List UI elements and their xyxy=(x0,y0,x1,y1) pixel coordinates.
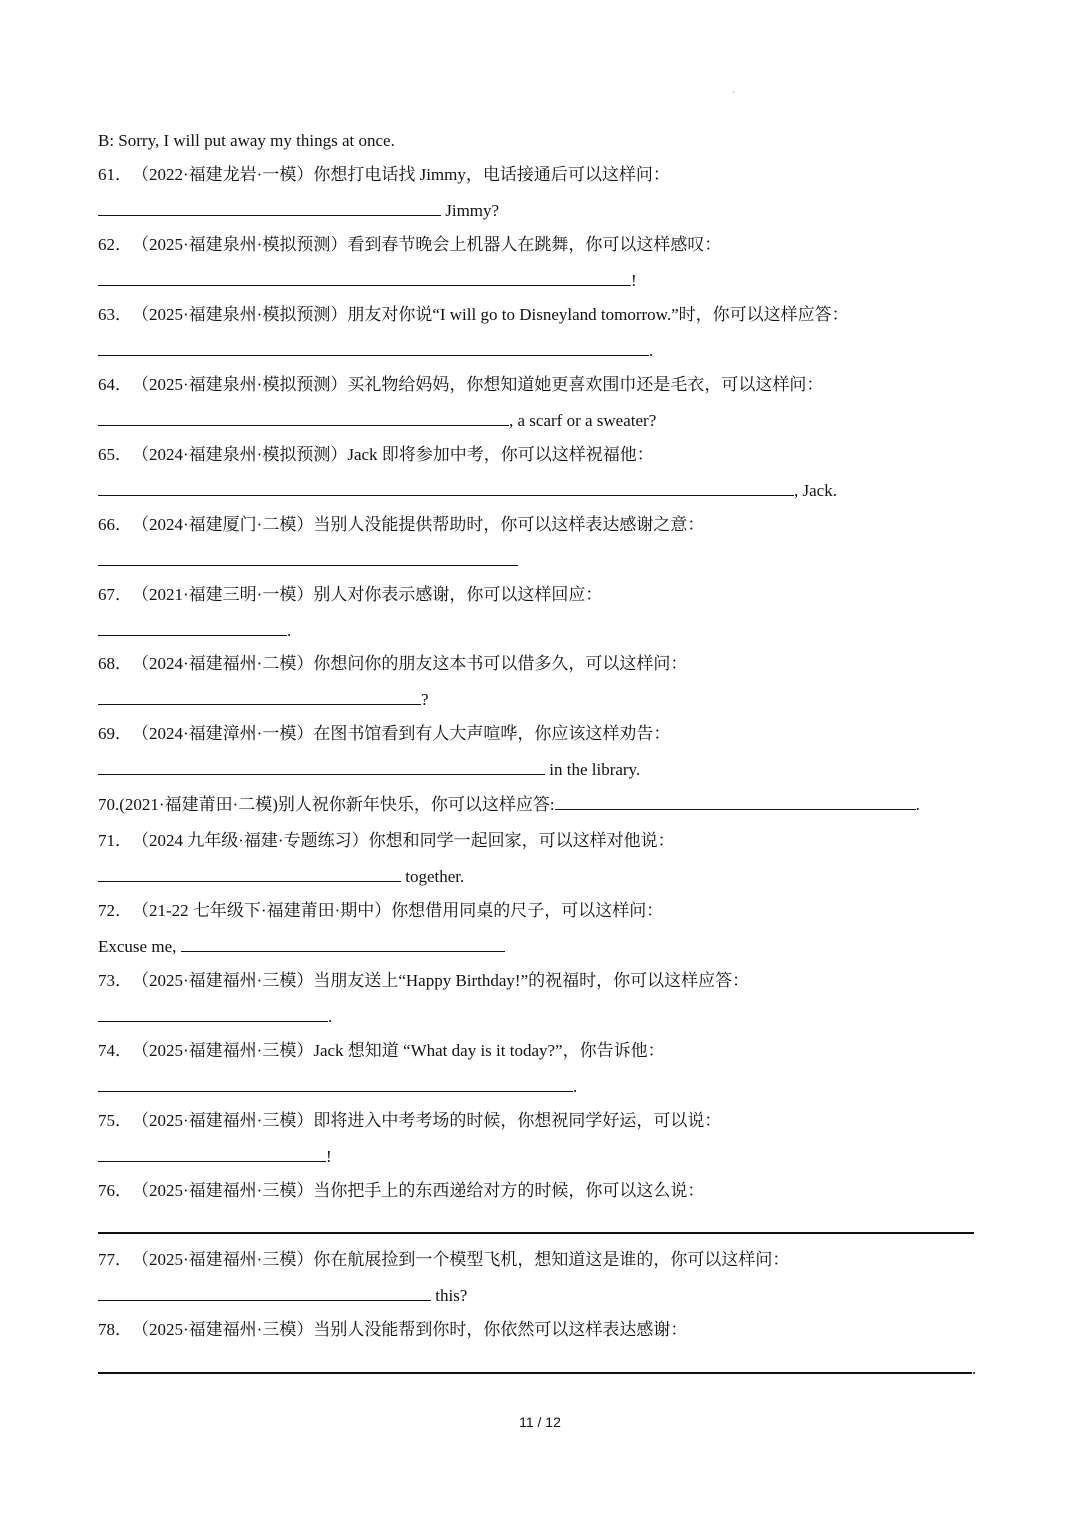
answer-suffix: this? xyxy=(431,1286,468,1305)
question-72 xyxy=(98,900,663,922)
answer-line-73 xyxy=(98,1005,332,1028)
answer-line-77 xyxy=(98,1284,467,1307)
question-69 xyxy=(98,723,670,745)
answer-suffix: in the library. xyxy=(545,760,641,779)
answer-line-71 xyxy=(98,865,464,888)
question-number: 66． xyxy=(98,515,132,534)
question-74 xyxy=(98,1040,665,1062)
question-prompt: 当别人没能提供帮助时，你可以这样表达感谢之意： xyxy=(313,515,705,534)
answer-blank[interactable] xyxy=(98,479,794,496)
question-source: (2021·福建莆田·二模) xyxy=(119,795,278,814)
question-source: （2021·福建三明·一模） xyxy=(132,585,314,604)
answer-suffix: Jimmy? xyxy=(441,201,500,220)
answer-suffix: . xyxy=(972,1359,977,1378)
answer-line-72 xyxy=(98,935,505,958)
question-number: 61． xyxy=(98,165,132,184)
answer-line-62 xyxy=(98,269,637,292)
previous-dialogue-line: B: Sorry, I will put away my things at once. xyxy=(98,131,395,150)
question-number: 75． xyxy=(98,1111,132,1130)
answer-line-61 xyxy=(98,199,499,222)
question-62 xyxy=(98,234,721,256)
question-prompt: 你想借用同桌的尺子，可以这样问： xyxy=(391,901,664,920)
answer-suffix: ! xyxy=(631,271,637,290)
question-65 xyxy=(98,444,654,466)
question-number: 71． xyxy=(98,831,132,850)
question-prompt: 当别人没能帮到你时，你依然可以这样表达感谢： xyxy=(313,1320,688,1339)
answer-blank[interactable] xyxy=(98,1145,326,1162)
question-number: 67． xyxy=(98,585,132,604)
question-prompt: 别人祝你新年快乐，你可以这样应答: xyxy=(277,795,555,814)
question-prompt: Jack 即将参加中考，你可以这样祝福他： xyxy=(347,445,654,464)
answer-suffix: , Jack. xyxy=(794,481,837,500)
question-prompt: 朋友对你说“I will go to Disneyland tomorrow.”时，你可以这样应答： xyxy=(347,305,849,324)
scan-speck: ' xyxy=(733,90,735,99)
answer-blank[interactable] xyxy=(98,269,631,286)
question-number: 62． xyxy=(98,235,132,254)
answer-line-67 xyxy=(98,619,291,642)
question-73 xyxy=(98,970,749,992)
answer-blank[interactable] xyxy=(98,199,441,216)
question-70 xyxy=(98,793,920,816)
question-number: 72． xyxy=(98,901,132,920)
question-source: （21-22 七年级下·福建莆田·期中） xyxy=(132,901,392,920)
question-63 xyxy=(98,304,849,326)
answer-blank[interactable] xyxy=(98,619,287,636)
question-prompt: 当你把手上的东西递给对方的时候，你可以这么说： xyxy=(313,1181,705,1200)
answer-line-68 xyxy=(98,688,429,711)
question-source: （2024·福建泉州·模拟预测） xyxy=(132,445,348,464)
answer-suffix: . xyxy=(573,1077,578,1096)
answer-blank[interactable] xyxy=(98,1075,573,1092)
question-prompt: Jack 想知道 “What day is it today?”，你告诉他： xyxy=(313,1041,665,1060)
answer-suffix: . xyxy=(649,341,654,360)
question-prompt: 看到春节晚会上机器人在跳舞，你可以这样感叹： xyxy=(347,235,722,254)
question-68 xyxy=(98,653,687,675)
page-number: 11 / 12 xyxy=(519,1414,561,1430)
question-71 xyxy=(98,830,675,852)
answer-blank[interactable] xyxy=(98,1005,328,1022)
answer-blank[interactable] xyxy=(98,758,545,775)
question-source: （2024·福建漳州·一模） xyxy=(132,724,314,743)
answer-line-78 xyxy=(98,1356,976,1380)
question-source: （2025·福建泉州·模拟预测） xyxy=(132,375,348,394)
question-75 xyxy=(98,1110,721,1132)
answer-suffix: ? xyxy=(421,690,429,709)
question-66 xyxy=(98,514,704,536)
question-number: 68． xyxy=(98,654,132,673)
question-prompt: 你想和同学一起回家，可以这样对他说： xyxy=(368,831,675,850)
answer-blank[interactable] xyxy=(98,865,401,882)
answer-blank[interactable] xyxy=(555,793,916,810)
answer-line-63 xyxy=(98,339,653,362)
question-prompt: 当朋友送上“Happy Birthday!”的祝福时，你可以这样应答： xyxy=(313,971,750,990)
answer-blank[interactable] xyxy=(98,1356,972,1374)
question-61 xyxy=(98,164,670,186)
question-number: 64． xyxy=(98,375,132,394)
answer-prefix: Excuse me, xyxy=(98,937,181,956)
answer-blank[interactable] xyxy=(98,688,421,705)
question-76 xyxy=(98,1180,704,1202)
question-number: 76． xyxy=(98,1181,132,1200)
question-prompt: 买礼物给妈妈，你想知道她更喜欢围巾还是毛衣，可以这样问： xyxy=(347,375,824,394)
question-number: 73． xyxy=(98,971,132,990)
question-78 xyxy=(98,1319,687,1341)
answer-suffix: . xyxy=(915,795,920,814)
answer-blank[interactable] xyxy=(98,1284,431,1301)
answer-blank[interactable] xyxy=(98,549,518,566)
answer-line-66 xyxy=(98,549,518,572)
question-source: （2025·福建福州·三模） xyxy=(132,1041,314,1060)
answer-line-74 xyxy=(98,1075,577,1098)
question-source: （2025·福建福州·三模） xyxy=(132,1250,314,1269)
question-number: 74． xyxy=(98,1041,132,1060)
question-prompt: 在图书馆看到有人大声喧哗，你应该这样劝告： xyxy=(313,724,671,743)
question-number: 77． xyxy=(98,1250,132,1269)
question-prompt: 别人对你表示感谢，你可以这样回应： xyxy=(313,585,603,604)
question-prompt: 即将进入中考考场的时候，你想祝同学好运，可以说： xyxy=(313,1111,722,1130)
question-source: （2025·福建福州·三模） xyxy=(132,1111,314,1130)
answer-line-64 xyxy=(98,409,656,432)
answer-suffix: ! xyxy=(326,1147,332,1166)
question-source: （2024 九年级·福建·专题练习） xyxy=(132,831,369,850)
question-number: 65． xyxy=(98,445,132,464)
answer-blank[interactable] xyxy=(98,409,509,426)
answer-line-75 xyxy=(98,1145,332,1168)
answer-line-65 xyxy=(98,479,837,502)
answer-line-69 xyxy=(98,758,640,781)
answer-suffix: , a scarf or a sweater? xyxy=(509,411,657,430)
answer-suffix: . xyxy=(328,1007,333,1026)
question-number: 70. xyxy=(98,795,120,814)
question-prompt: 你在航展捡到一个模型飞机，想知道这是谁的，你可以这样问： xyxy=(313,1250,790,1269)
question-prompt: 你想问你的朋友这本书可以借多久，可以这样问： xyxy=(313,654,688,673)
question-64 xyxy=(98,374,823,396)
question-source: （2025·福建泉州·模拟预测） xyxy=(132,235,348,254)
question-source: （2025·福建福州·三模） xyxy=(132,1320,314,1339)
question-source: （2022·福建龙岩·一模） xyxy=(132,165,314,184)
question-source: （2024·福建厦门·二模） xyxy=(132,515,314,534)
question-number: 69． xyxy=(98,724,132,743)
answer-suffix: . xyxy=(287,621,292,640)
answer-blank[interactable] xyxy=(98,339,649,356)
question-source: （2024·福建福州·二模） xyxy=(132,654,314,673)
answer-suffix: together. xyxy=(401,867,465,886)
question-source: （2025·福建福州·三模） xyxy=(132,1181,314,1200)
question-77 xyxy=(98,1249,789,1271)
question-prompt: 你想打电话找 Jimmy，电话接通后可以这样问： xyxy=(313,165,670,184)
question-source: （2025·福建泉州·模拟预测） xyxy=(132,305,348,324)
question-number: 63． xyxy=(98,305,132,324)
question-number: 78． xyxy=(98,1320,132,1339)
answer-blank[interactable] xyxy=(181,935,505,952)
question-source: （2025·福建福州·三模） xyxy=(132,971,314,990)
answer-blank-76[interactable] xyxy=(98,1232,974,1234)
question-67 xyxy=(98,584,602,606)
